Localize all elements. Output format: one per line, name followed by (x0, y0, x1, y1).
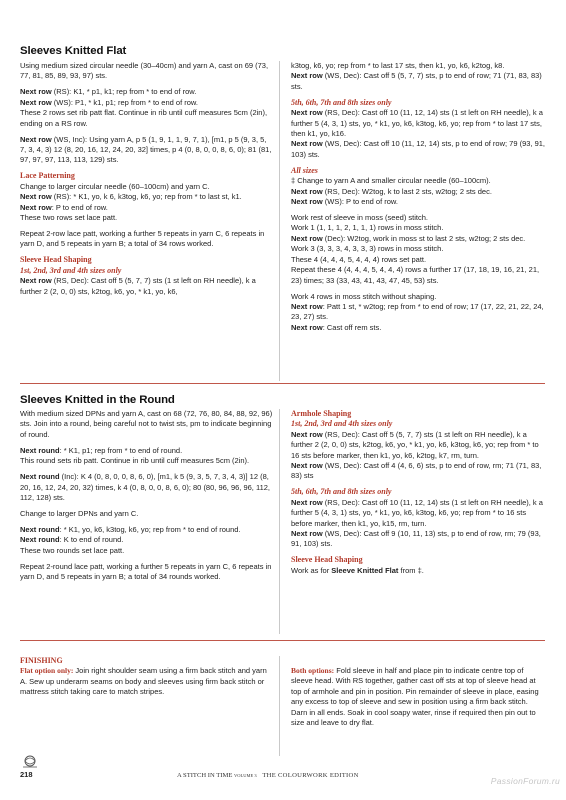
paragraph (20, 87, 273, 129)
column-divider (279, 409, 280, 634)
option-label: Both options: (291, 666, 335, 675)
page-number: 218 (20, 770, 33, 779)
paragraph (20, 472, 273, 503)
column-divider (279, 61, 280, 381)
text-run: (WS, Dec): Cast off 10 (11, 12, 14) sts, p to end of row; 79 (93, 91, 103) sts. (291, 139, 546, 159)
text-run: : * K1, p1; rep from * to end of round. (59, 445, 183, 455)
book-title (177, 771, 359, 781)
text-run: (WS, Dec): Cast off 4 (4, 6, 6) sts, p to end of row, rm; 71 (71, 83, 83) sts (291, 461, 542, 481)
text-run: Fold sleeve in half and place pin to indicate centre top of sleeve head. With RS together, gather cast off sts at top of sleeve head at top of armhole and pin in position. Pin remainder of sleeve in place, easing any excess to top of sleeve and sew in position using a firm back stitch. Darn in all ends. Soak in cool soapy water, rinse if required then pin out to size and leave to dry flat. (291, 666, 539, 728)
bold-term: Next row (291, 108, 323, 118)
bold-term: Next row (291, 429, 323, 439)
bold-term: Next row (20, 87, 52, 97)
section-divider (20, 640, 545, 641)
text-run: Repeat 2-round lace patt, working a further 5 repeats in yarn C, 6 repeats in yarn D, and 5 repeats in yarn B; a total of 34 rounds worked. (20, 561, 272, 582)
paragraph (20, 229, 273, 250)
bold-term: Next row (291, 71, 323, 81)
subsection-heading: Sleeve Head Shaping (291, 555, 363, 565)
size-heading: 5th, 6th, 7th and 8th sizes only (291, 97, 392, 107)
text-run: Work 4 rows in moss stitch without shaping. (291, 291, 437, 301)
paragraph (20, 182, 273, 224)
text-run: k3tog, k6, yo; rep from * to last 17 sts, then k1, yo, k6, k2tog, k8. (291, 61, 505, 70)
text-run: (RS): K1, * p1, k1; rep from * to end of row. (51, 87, 197, 97)
text-run: Work 1 (1, 1, 1, 2, 1, 1, 1) rows in moss stitch. (291, 223, 444, 233)
size-heading: 1st, 2nd, 3rd and 4th sizes only (291, 419, 393, 429)
bold-term: Next row (291, 322, 323, 332)
text-run: (Dec): W2tog, work in moss st to last 2 sts, w2tog; 2 sts dec. (322, 233, 526, 243)
paragraph (291, 108, 545, 160)
paragraph (20, 666, 273, 697)
finishing-left-text (20, 666, 273, 697)
section-divider (20, 383, 545, 384)
text-run: Repeat 2-row lace patt, working a further 5 repeats in yarn C, 6 repeats in yarn D, and 5 repeats in yarn B; a total of 34 rows worked. (20, 229, 265, 249)
text-run: Work as for (291, 565, 332, 575)
text-run: : K to end of round. (59, 535, 124, 545)
text-run: These two rows set lace patt. (20, 213, 118, 223)
text-run: Work 3 (3, 3, 3, 4, 3, 3, 3) rows in moss stitch. (291, 244, 444, 254)
paragraph (291, 61, 545, 92)
text-run: These 4 (4, 4, 4, 5, 4, 4, 4) rows set patt. (291, 254, 427, 264)
sleeves-round-right-column (291, 409, 545, 582)
paragraph (20, 409, 273, 440)
text-run: (RS, Dec): W2tog, k to last 2 sts, w2tog; 2 sts dec. (322, 186, 492, 196)
column-divider (279, 656, 280, 756)
bold-term: Next round (20, 525, 60, 535)
bold-term: Sleeve Knitted Flat (331, 565, 399, 575)
bold-term: Next row (291, 529, 323, 539)
paragraph (20, 562, 273, 583)
bold-term: Next row (20, 276, 52, 286)
text-run: (RS, Dec): Cast off 5 (5, 7, 7) sts (1 st left on RH needle), k a further 2 (2, 0, 0) sts, k2tog, k6, yo, * k1, yo, k6, k3tog, k6, yo; rep from * to 16 sts before marker, then k1, yo, k6, k2tog, k7, rm, turn. (291, 429, 539, 460)
paragraph (291, 430, 545, 482)
book-title-text: A STITCH IN TIME (177, 772, 233, 779)
text-run: These 2 rows set rib patt flat. Continue in rib until cuff measures 5cm (2in), ending on a RS row. (20, 108, 268, 128)
text-run: ‡ Change to yarn A and smaller circular needle (60–100cm). (291, 176, 491, 186)
paragraph (20, 446, 273, 467)
sleeves-flat-right-column (291, 61, 545, 339)
paragraph (291, 292, 545, 334)
text-run: Work rest of sleeve in moss (seed) stitch. (291, 213, 428, 223)
bold-term: Next row (291, 139, 323, 149)
text-run: (RS, Dec): Cast off 10 (11, 12, 14) sts (1 st left on RH needle), k a further 5 (4, 3, 1) sts, yo, * k1, yo, k6, k3tog, k6, yo; rep from * to 16 sts before marker, then k1, yo, k15, rm, turn. (291, 497, 543, 528)
bold-term: Next round (20, 535, 60, 545)
text-run: (RS, Dec): Cast off 5 (5, 7, 7) sts (1 st left on RH needle), k a further 2 (2, 0, 0) sts, k2tog, k6, yo, * k1, yo, k6, (20, 276, 256, 296)
text-run: : Patt 1 st, * w2tog; rep from * to end of row; 17 (17, 22, 21, 22, 24, 23, 27) sts. (291, 301, 544, 322)
text-run: : P to end of row. (51, 202, 108, 212)
text-run: : * K1, yo, k6, k3tog, k6, yo; rep from * to end of round. (59, 525, 241, 535)
sleeves-flat-left-column (20, 61, 273, 303)
option-label: Flat option only: (20, 666, 74, 676)
text-run: Join right shoulder seam using a firm back stitch and yarn A. Sew up underarm seams on body and sleeves using firm back stitch or mattress stitch taking care to match stripes. (20, 666, 267, 697)
paragraph (20, 509, 273, 519)
subsection-heading: Lace Patterning (20, 171, 75, 181)
section-title-sleeves-round: Sleeves Knitted in the Round (20, 394, 175, 406)
text-run: These two rounds set lace patt. (20, 545, 125, 555)
paragraph (291, 666, 545, 728)
bold-term: Next row (20, 202, 52, 212)
bold-term: Next row (291, 301, 323, 311)
text-run: Repeat these 4 (4, 4, 4, 5, 4, 4, 4) rows a further 17 (17, 18, 19, 16, 21, 21, 23) times; 33 (33, 43, 41, 43, 47, 45, 53) sts. (291, 265, 540, 285)
bold-term: Next round (20, 445, 60, 455)
bold-term: Next row (291, 186, 323, 196)
text-run: (WS, Dec): Cast off 5 (5, 7, 7) sts, p to end of row; 71 (71, 83, 83) sts. (291, 71, 542, 91)
size-heading: 5th, 6th, 7th and 8th sizes only (291, 487, 392, 497)
subsection-heading: Sleeve Head Shaping (20, 255, 92, 265)
paragraph (291, 213, 545, 286)
paragraph (20, 135, 273, 166)
text-run: With medium sized DPNs and yarn A, cast on 68 (72, 76, 80, 84, 88, 92, 96) sts. Join into a round, being careful not to twist sts, pm to indicate beginning of round. (20, 409, 273, 439)
finishing-left-column (20, 656, 273, 703)
paragraph (291, 176, 545, 207)
size-heading: 1st, 2nd, 3rd and 4th sizes only (20, 265, 122, 275)
sleeves-round-left-column (20, 409, 273, 588)
text-run: : Cast off rem sts. (322, 322, 382, 332)
bold-term: Next row (291, 461, 323, 471)
finishing-heading: FINISHING (20, 656, 63, 665)
text-run: Change to larger DPNs and yarn C. (20, 509, 139, 519)
text-run: (WS, Inc): Using yarn A, p 5 (1, 9, 1, 1, 9, 7, 1), [m1, p 5 (9, 3, 5, 7, 3, 4, 3) 12 (8, 20, 16, 12, 24, 20, 32] times, p 4 (0, 8, 0, 0, 8, 6, 0); 81 (81, 97, 97, 97, 113, 113, 129) sts. (20, 134, 272, 165)
paragraph (20, 276, 273, 297)
bold-term: Next row (20, 192, 52, 202)
text-run: from ‡. (398, 565, 424, 575)
logo-icon (20, 754, 40, 770)
text-run: (RS): * K1, yo, k 6, k3tog, k6, yo; rep from * to last st, k1. (51, 192, 242, 202)
text-run: (WS): P1, * k1, p1; rep from * to end of row. (51, 97, 198, 107)
paragraph (291, 566, 545, 576)
text-run: This round sets rib patt. Continue in rib until cuff measures 5cm (2in). (20, 456, 250, 466)
bold-term: Next row (20, 97, 52, 107)
text-run: (WS, Dec): Cast off 9 (10, 11, 13) sts, p to end of row, rm; 79 (93, 91, 103) sts. (291, 529, 541, 549)
bold-term: Next row (291, 497, 323, 507)
text-run: Change to larger circular needle (60–100cm) and yarn C. (20, 181, 210, 191)
bold-term: Next row (291, 197, 323, 207)
volume-label: VOLUME 3 (234, 773, 257, 778)
bold-term: Next round (20, 472, 60, 482)
edition-label: THE COLOURWORK EDITION (262, 772, 359, 779)
section-title-sleeves-flat: Sleeves Knitted Flat (20, 45, 127, 57)
finishing-right-column (291, 666, 545, 734)
subsection-heading: Armhole Shaping (291, 409, 352, 418)
paragraph (20, 525, 273, 556)
text-run: Using medium sized circular needle (30–40cm) and yarn A, cast on 69 (73, 77, 81, 85, 89, 93, 97) sts. (20, 61, 269, 81)
text-run: (Inc): K 4 (0, 8, 0, 0, 8, 6, 0), [m1, k 5 (9, 3, 5, 7, 3, 4, 3)] 12 (8, 20, 16, 12, 24, 20, 32) times, k 4 (0, 8, 0, 0, 8, 6, 0); 80 (80, 96, 96, 96, 112, 112, 128) sts. (20, 472, 271, 503)
paragraph (20, 61, 273, 82)
text-run: (RS, Dec): Cast off 10 (11, 12, 14) sts (1 st left on RH needle), k a further 5 (4, 3, 1) sts, yo, * k1, yo, k6, k3tog, k6, yo; rep from * to last 17 sts, then k1, yo, k16. (291, 108, 543, 139)
watermark: PassionForum.ru (490, 776, 560, 786)
text-run: (WS): P to end of row. (322, 197, 398, 207)
bold-term: Next row (20, 134, 52, 144)
paragraph (291, 498, 545, 550)
bold-term: Next row (291, 233, 323, 243)
size-heading: All sizes (291, 165, 318, 175)
